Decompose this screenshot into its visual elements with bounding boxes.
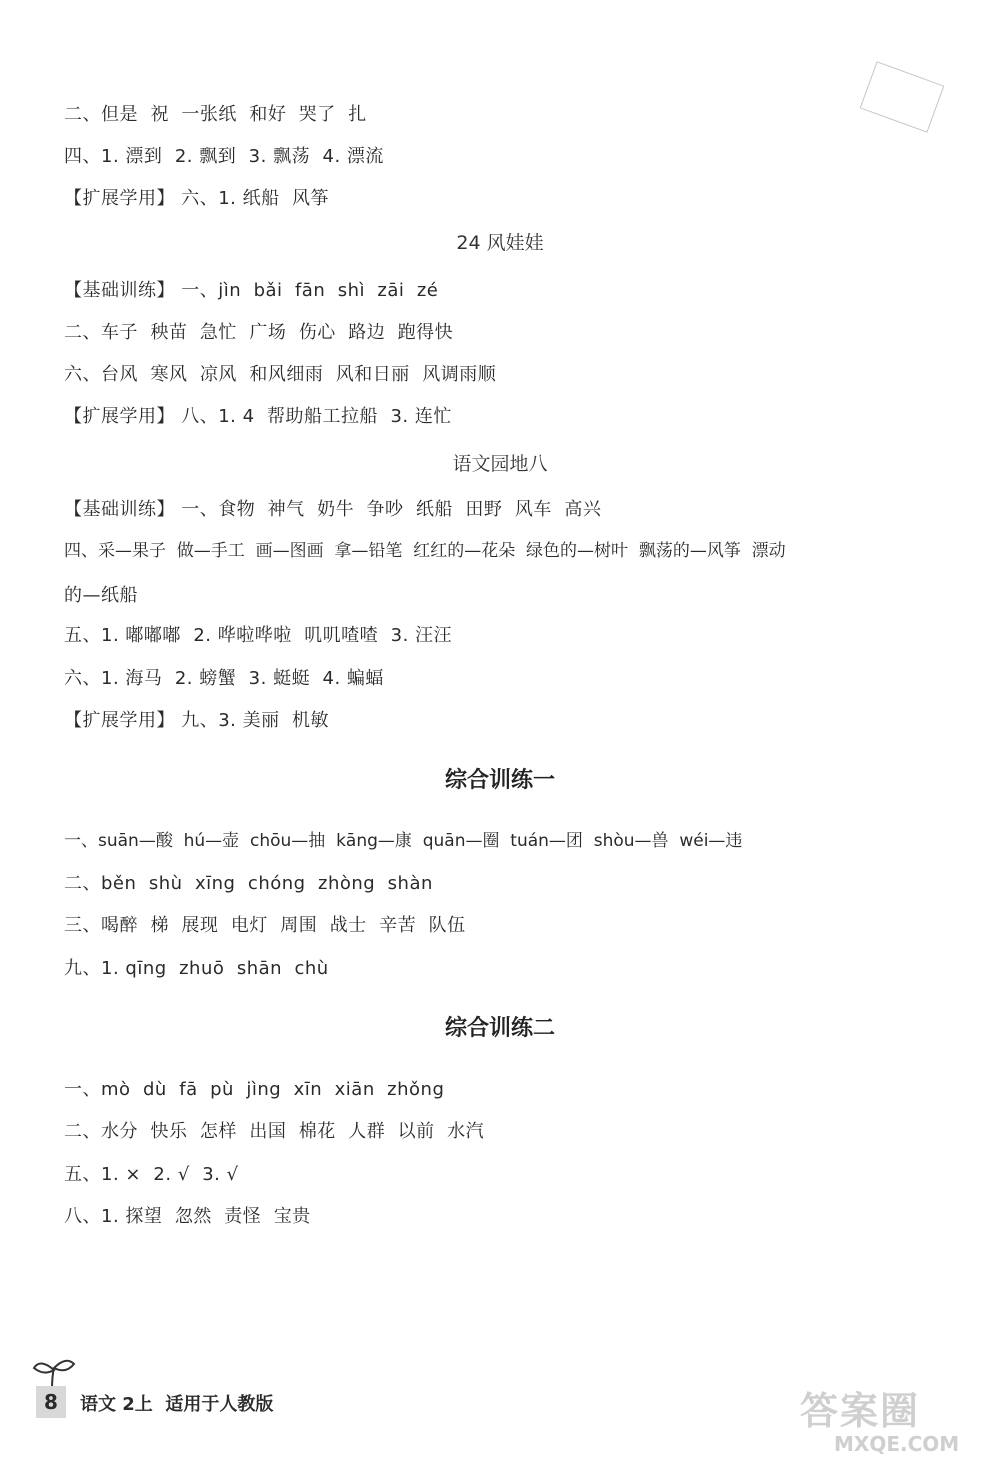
answer-line: 二、但是 祝 一张纸 和好 哭了 扎 bbox=[64, 104, 367, 125]
sprout-icon bbox=[30, 1356, 78, 1390]
answer-line: 一、mò dù fā pù jìng xīn xiān zhǒng bbox=[64, 1079, 445, 1100]
answer-line: 二、水分 快乐 怎样 出国 棉花 人群 以前 水汽 bbox=[64, 1121, 485, 1142]
corner-stamp bbox=[860, 61, 945, 133]
section-heading: 综合训练一 bbox=[444, 768, 555, 793]
watermark-url: MXQE.COM bbox=[834, 1432, 960, 1456]
answer-line: 四、1. 漂到 2. 飘到 3. 飘荡 4. 漂流 bbox=[64, 146, 384, 167]
answer-line: 六、1. 海马 2. 螃蟹 3. 蜓蜓 4. 蝙蝠 bbox=[64, 668, 384, 689]
answer-line: 二、车子 秧苗 急忙 广场 伤心 路边 跑得快 bbox=[64, 322, 454, 343]
answer-line: 【扩展学用】 八、1. 4 帮助船工拉船 3. 连忙 bbox=[64, 406, 452, 427]
section-heading: 语文园地八 bbox=[452, 453, 548, 475]
answer-line: 六、台风 寒风 凉风 和风细雨 风和日丽 风调雨顺 bbox=[64, 364, 497, 385]
answer-line: 二、běn shù xīng chóng zhòng shàn bbox=[64, 873, 433, 894]
section-heading: 24 风娃娃 bbox=[456, 232, 544, 254]
answer-line: 三、喝醉 梯 展现 电灯 周围 战士 辛苦 队伍 bbox=[64, 915, 466, 936]
book-title: 语文 2上 适用于人教版 bbox=[80, 1394, 274, 1415]
answer-line: 五、1. 嘟嘟嘟 2. 哗啦哗啦 叽叽喳喳 3. 汪汪 bbox=[64, 625, 453, 646]
page-footer bbox=[30, 1356, 290, 1426]
answer-line: 【扩展学用】 九、3. 美丽 机敏 bbox=[64, 710, 330, 731]
answer-line: 【基础训练】 一、食物 神气 奶牛 争吵 纸船 田野 风车 高兴 bbox=[64, 499, 602, 520]
answer-line: 【基础训练】 一、jìn bǎi fān shì zāi zé bbox=[64, 280, 439, 301]
answer-line: 九、1. qīng zhuō shān chù bbox=[64, 958, 329, 979]
answer-line: 【扩展学用】 六、1. 纸船 风筝 bbox=[64, 188, 330, 209]
section-heading: 综合训练二 bbox=[444, 1016, 555, 1041]
answer-line: 四、采—果子 做—手工 画—图画 拿—铅笔 红红的—花朵 绿色的—树叶 飘荡的—风筝 漂动 bbox=[64, 541, 786, 561]
answer-line: 八、1. 探望 忽然 责怪 宝贵 bbox=[64, 1206, 311, 1227]
answer-line: 五、1. × 2. √ 3. √ bbox=[64, 1164, 239, 1185]
watermark-logo: 答案圈 bbox=[800, 1389, 921, 1433]
answer-line: 的—纸船 bbox=[64, 585, 138, 606]
answer-line: 一、suān—酸 hú—壶 chōu—抽 kāng—康 quān—圈 tuán—团 shòu—兽 wéi—违 bbox=[64, 831, 743, 851]
page-number: 8 bbox=[36, 1386, 66, 1418]
